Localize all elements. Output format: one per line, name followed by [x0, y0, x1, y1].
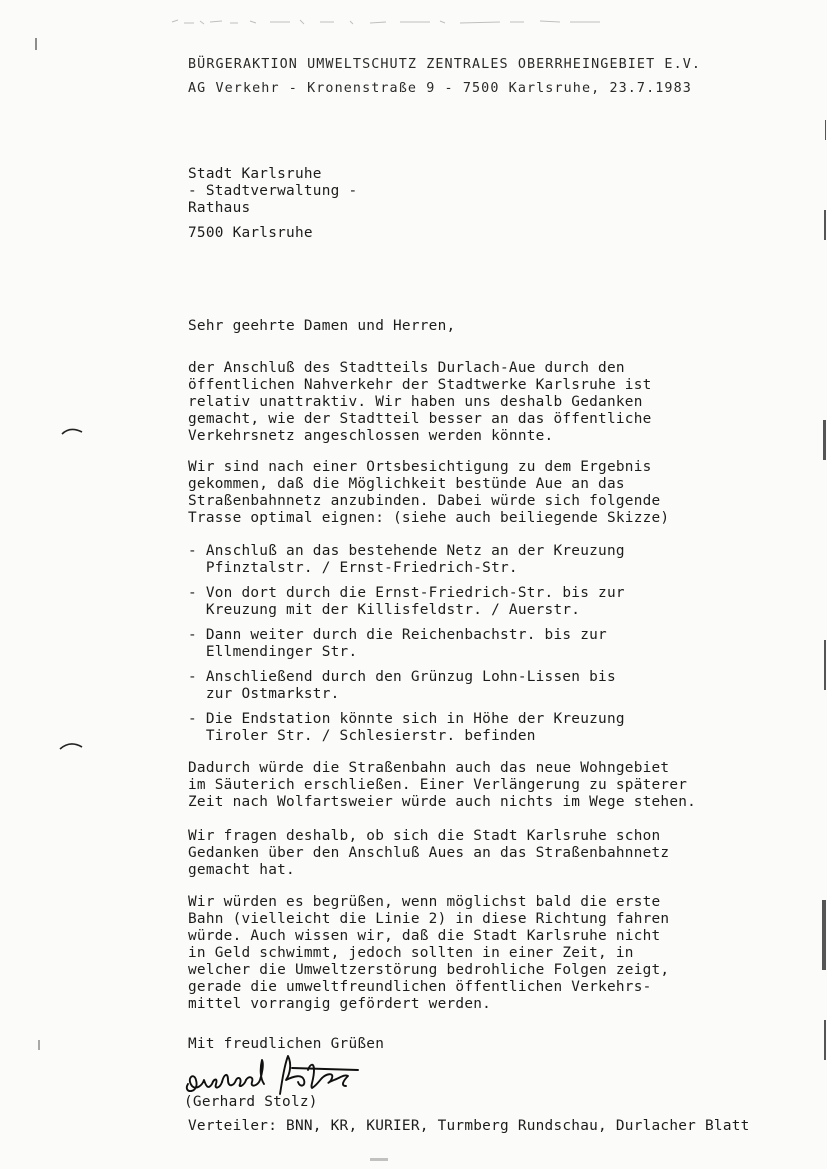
route-item-line: - Anschluß an das bestehende Netz an der Kreuzung	[188, 543, 625, 559]
body-line: gekommen, daß die Möglichkeit bestünde Aue an das	[188, 476, 625, 492]
route-item-line: - Dann weiter durch die Reichenbachstr. bis zur	[188, 627, 607, 643]
body-line: Bahn (vielleicht die Linie 2) in diese Richtung fahren	[188, 911, 670, 927]
body-line: im Säuterich erschließen. Einer Verlängerung zu späterer	[188, 777, 688, 793]
body-line: Gedanken über den Anschluß Aues an das Straßenbahnnetz	[188, 845, 670, 861]
letterhead-address-date: AG Verkehr - Kronenstraße 9 - 7500 Karlsruhe, 23.7.1983	[188, 81, 692, 96]
route-item-line: Pfinztalstr. / Ernst-Friedrich-Str.	[188, 560, 518, 576]
body-line: der Anschluß des Stadtteils Durlach-Aue durch den	[188, 360, 625, 376]
body-line: Wir sind nach einer Ortsbesichtigung zu dem Ergebnis	[188, 459, 652, 475]
handwritten-signature	[184, 1050, 384, 1098]
body-line: öffentlichen Nahverkehr der Stadtwerke Karlsruhe ist	[188, 377, 652, 393]
body-line: Trasse optimal eignen: (siehe auch beiliegende Skizze)	[188, 510, 670, 526]
recipient-line: - Stadtverwaltung -	[188, 183, 358, 199]
body-line: mittel vorrangig gefördert werden.	[188, 996, 492, 1012]
body-line: welcher die Umweltzerstörung bedrohliche Folgen zeigt,	[188, 962, 670, 978]
body-line: Zeit nach Wolfartsweier würde auch nichts im Wege stehen.	[188, 794, 697, 810]
printed-name: (Gerhard Stolz)	[184, 1094, 318, 1110]
hole-punch-mark-icon	[58, 738, 84, 754]
closing: Mit freudlichen Grüßen	[188, 1036, 385, 1052]
scan-noise-top	[170, 14, 610, 30]
route-item-line: - Von dort durch die Ernst-Friedrich-Str. bis zur	[188, 585, 625, 601]
route-item-line: zur Ostmarkstr.	[188, 686, 340, 702]
hole-punch-mark-icon	[60, 424, 84, 440]
letterhead-organization: BÜRGERAKTION UMWELTSCHUTZ ZENTRALES OBERRHEINGEBIET E.V.	[188, 57, 702, 72]
body-line: gerade die umweltfreundlichen öffentlichen Verkehrs-	[188, 979, 652, 995]
route-item-line: Tiroler Str. / Schlesierstr. befinden	[188, 728, 536, 744]
route-item-line: - Die Endstation könnte sich in Höhe der Kreuzung	[188, 711, 625, 727]
salutation: Sehr geehrte Damen und Herren,	[188, 318, 456, 334]
body-line: Verkehrsnetz angeschlossen werden könnte.	[188, 428, 554, 444]
distribution-list: Verteiler: BNN, KR, KURIER, Turmberg Rundschau, Durlacher Blatt	[188, 1118, 750, 1134]
body-line: Dadurch würde die Straßenbahn auch das neue Wohngebiet	[188, 760, 670, 776]
body-line: gemacht hat.	[188, 862, 295, 878]
body-line: in Geld schwimmt, jedoch sollten in einer Zeit, in	[188, 945, 634, 961]
margin-tick-icon	[30, 38, 42, 52]
scan-noise-bottom	[370, 1158, 388, 1161]
route-item-line: Ellmendinger Str.	[188, 644, 358, 660]
body-line: würde. Auch wissen wir, daß die Stadt Karlsruhe nicht	[188, 928, 661, 944]
body-line: Wir würden es begrüßen, wenn möglichst bald die erste	[188, 894, 661, 910]
recipient-line: Stadt Karlsruhe	[188, 166, 322, 182]
body-line: Wir fragen deshalb, ob sich die Stadt Karlsruhe schon	[188, 828, 661, 844]
route-item-line: Kreuzung mit der Killisfeldstr. / Auerstr.	[188, 602, 581, 618]
route-item-line: - Anschließend durch den Grünzug Lohn-Lissen bis	[188, 669, 616, 685]
body-line: relativ unattraktiv. Wir haben uns deshalb Gedanken	[188, 394, 643, 410]
recipient-line: 7500 Karlsruhe	[188, 225, 313, 241]
scan-edge-noise	[817, 0, 827, 1169]
body-line: gemacht, wie der Stadtteil besser an das öffentliche	[188, 411, 652, 427]
recipient-line: Rathaus	[188, 200, 251, 216]
body-line: Straßenbahnnetz anzubinden. Dabei würde sich folgende	[188, 493, 661, 509]
margin-tick-icon	[36, 1040, 42, 1052]
